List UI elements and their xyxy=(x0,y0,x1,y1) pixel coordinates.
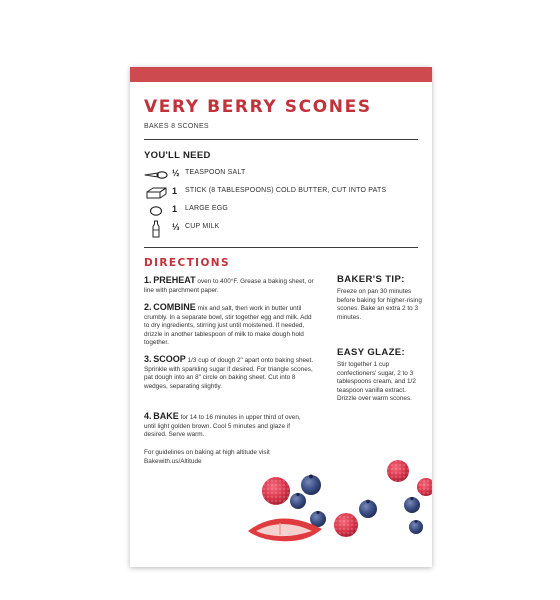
ingredient-text: TEASPOON SALT xyxy=(185,169,246,176)
blueberry-icon xyxy=(409,520,423,534)
step-number: 1. xyxy=(144,275,152,285)
ingredient-qty: 1 xyxy=(172,186,178,196)
recipe-card xyxy=(130,67,432,567)
ingredients-heading: YOU'LL NEED xyxy=(144,150,211,161)
step-number: 3. xyxy=(144,354,152,364)
step-number: 2. xyxy=(144,302,152,312)
ingredient-text: STICK (8 TABLESPOONS) COLD BUTTER, CUT INTO PATS xyxy=(185,187,387,194)
ingredient-item xyxy=(144,166,424,184)
raspberry-icon xyxy=(334,513,358,537)
milk-bottle-icon xyxy=(144,220,168,238)
ingredient-item xyxy=(144,202,424,220)
step-text: oven to 400°F. Grease a baking sheet, or line with parchment paper. xyxy=(144,278,314,294)
top-color-band xyxy=(130,67,432,82)
egg-icon xyxy=(144,202,168,220)
ingredient-item xyxy=(144,220,424,238)
blueberry-icon xyxy=(290,493,306,509)
ingredient-qty: ½ xyxy=(172,168,180,178)
berries-illustration xyxy=(130,447,432,567)
directions-heading: DIRECTIONS xyxy=(144,257,230,269)
step-keyword: PREHEAT xyxy=(153,275,196,285)
step-keyword: COMBINE xyxy=(153,302,196,312)
bakers-tip-heading: BAKER'S TIP: xyxy=(337,274,405,285)
step-number: 4. xyxy=(144,411,152,421)
step-text: for 14 to 16 minutes in upper third of oven, until light golden brown. Cool 5 minutes and glaze if desired. Serve warm. xyxy=(144,414,301,439)
step-text: mix and salt, then work in butter until crumbly. In a separate bowl, stir together egg and milk. Add to dry ingredients, stirring just until moistened. If needed, drizzle in another tablespoon of milk to make dough hold together. xyxy=(144,305,312,347)
recipe-title: VERY BERRY SCONES xyxy=(144,97,372,117)
butter-stick-icon xyxy=(144,184,168,202)
divider xyxy=(144,247,418,248)
raspberry-icon xyxy=(387,460,409,482)
bakers-tip-text: Freeze on pan 30 minutes before baking for higher-rising scones. Bake an extra 2 to 3 minutes. xyxy=(337,288,422,321)
blueberry-icon xyxy=(359,500,377,518)
direction-step xyxy=(144,276,314,295)
divider xyxy=(144,139,418,140)
blueberry-icon xyxy=(301,475,321,496)
direction-step xyxy=(144,412,314,440)
blueberry-icon xyxy=(404,497,420,513)
direction-step xyxy=(144,355,314,391)
ingredient-qty: ⅓ xyxy=(172,222,180,232)
easy-glaze-heading: EASY GLAZE: xyxy=(337,347,406,358)
raspberry-icon xyxy=(262,477,290,505)
altitude-guidelines: For guidelines on baking at high altitude visit Bakewith.us/Altitude xyxy=(144,449,270,465)
recipe-yield: BAKES 8 SCONES xyxy=(144,123,209,130)
teaspoon-icon xyxy=(144,166,168,184)
raspberry-icon xyxy=(417,478,432,496)
step-text: 1/3 cup of dough 2" apart onto baking sheet. Sprinkle with sparkling sugar if desired. For triangle scones, pat dough into an 8" circle on baking sheet. Cut into 8 wedges, separating slightly. xyxy=(144,357,314,390)
ingredient-text: LARGE EGG xyxy=(185,205,229,212)
ingredient-item xyxy=(144,184,424,202)
easy-glaze-text: Stir together 1 cup confectioners' sugar, 2 to 3 tablespoons cream, and 1/2 teaspoon vanilla extract. Drizzle over warm scones. xyxy=(337,361,416,403)
step-keyword: BAKE xyxy=(153,411,179,421)
ingredient-qty: 1 xyxy=(172,204,178,214)
step-keyword: SCOOP xyxy=(153,354,186,364)
direction-step xyxy=(144,303,314,348)
ingredient-text: CUP MILK xyxy=(185,223,220,230)
